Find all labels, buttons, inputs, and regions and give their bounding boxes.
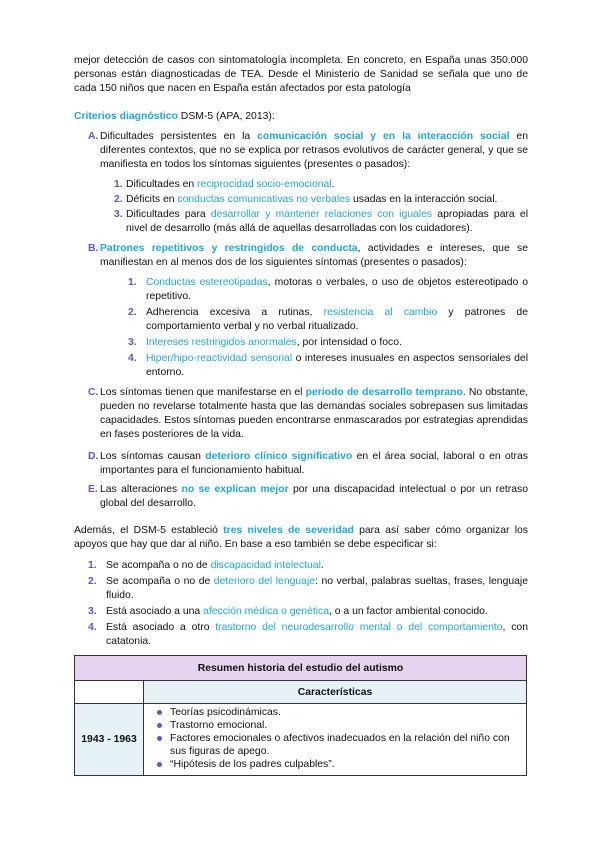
history-table-features	[144, 704, 527, 776]
list-item: Trastorno emocional.	[170, 719, 526, 732]
table-row	[75, 704, 527, 776]
list-item: 3. Intereses restringidos anormales, por intensidad o foco.	[128, 337, 402, 348]
criterion-b: B. Patrones repetitivos y restringidos de conducta, actividades e intereses, que se manifiestan en al menos dos de los siguientes síntomas (presentes o pasados):	[88, 243, 528, 268]
list-item: Teorías psicodinámicas.	[170, 706, 526, 719]
criteria-title: Criterios diagnóstico	[74, 111, 178, 122]
severity-highlight: tres niveles de severidad	[223, 525, 354, 536]
intro-paragraph: mejor detección de casos con sintomatología incompleta. En concreto, en España unas 350.000 personas están diagnosticadas de TEA. Desde el Ministerio de Sanidad se señala que uno de cada 150 niños que nacen en España están afectados por esta patología	[74, 55, 528, 94]
list-item: 4. Está asociado a otro trastorno del neurodesarrollo mental o del comportamiento, con catatonia.	[88, 622, 528, 647]
criterion-e-highlight: no se explican mejor	[181, 484, 289, 495]
history-table-col-header: Características	[144, 681, 527, 704]
criterion-a: A. Dificultades persistentes en la comunicación social y en la interacción social en diferentes contextos, que no se explica por retrasos evolutivos de carácter general, y que se manifiesta en todos los síntomas siguientes (presentes o pasados):	[88, 131, 528, 170]
criterion-e: E. Las alteraciones no se explican mejor por una discapacidad intelectual o por un retraso global del desarrollo.	[88, 484, 528, 509]
list-item: “Hipótesis de los padres culpables”.	[170, 758, 526, 771]
criterion-d-marker: D.	[88, 451, 99, 462]
criterion-c-highlight: periodo de desarrollo temprano	[305, 387, 463, 398]
severity-list	[88, 559, 528, 649]
list-item: 2. Se acompaña o no de deterioro del lenguaje: no verbal, palabras sueltas, frases, lenguaje fluido.	[88, 576, 528, 601]
list-item: 4. Hiper/hipo-reactividad sensorial o intereses inusuales en aspectos sensoriales del entorno.	[128, 353, 528, 378]
list-item: 2. Adherencia excesiva a rutinas, resistencia al cambio y patrones de comportamiento verbal y no verbal ritualizado.	[128, 307, 528, 332]
criterion-b-marker: B.	[88, 243, 99, 254]
criterion-a-highlight: comunicación social y en la interacción social	[257, 131, 510, 142]
list-item: 2. Déficits en conductas comunicativas no verbales usadas en la interacción social.	[114, 194, 498, 205]
list-item: 1. Dificultades en reciprocidad socio-emocional.	[114, 179, 335, 190]
list-item: 1. Se acompaña o no de discapacidad intelectual.	[88, 560, 324, 571]
history-table	[74, 655, 527, 776]
criterion-d-highlight: deterioro clínico significativo	[205, 451, 353, 462]
criterion-e-marker: E.	[88, 484, 98, 495]
list-item: 3. Está asociado a una afección médica o genética, o a un factor ambiental conocido.	[88, 606, 488, 617]
history-table-title: Resumen historia del estudio del autismo	[75, 656, 527, 681]
criterion-b-highlight: Patrones repetitivos y restringidos de conducta	[100, 243, 358, 254]
criteria-heading	[74, 110, 528, 124]
criterion-d: D. Los síntomas causan deterioro clínico significativo en el área social, laboral o en otras importantes para el funcionamiento habitual.	[88, 451, 528, 476]
criterion-c: C. Los síntomas tienen que manifestarse en el periodo de desarrollo temprano. No obstante, pueden no revelarse totalmente hasta que las demandas sociales sobrepasen sus limitadas capacidades. Estos síntomas pueden encontrarse enmascarados por estrategias aprendidas en fases posteriores de la vida.	[88, 387, 528, 440]
history-table-years: 1943 - 1963	[75, 704, 144, 776]
severity-paragraph: Además, el DSM-5 estableció tres niveles de severidad para así saber cómo organizar los apoyos que hay que dar al niño. En base a eso también se debe especificar si:	[74, 525, 528, 550]
list-item: Factores emocionales o afectivos inadecuados en la relación del niño con sus figuras de apego.	[170, 732, 526, 758]
list-item: 1. Conductas estereotipadas, motoras o verbales, o uso de objetos estereotipado o repetitivo.	[128, 277, 529, 302]
criterion-b-list	[128, 276, 528, 380]
criterion-c-marker: C.	[88, 387, 99, 398]
list-item: 3. Dificultades para desarrollar y mantener relaciones con iguales apropiadas para el nivel de desarrollo (más allá de aquellas desarrolladas con los cuidadores).	[114, 209, 528, 234]
history-table-corner	[75, 681, 144, 704]
criterion-a-list	[114, 178, 528, 236]
criteria-source: DSM-5 (APA, 2013):	[177, 111, 275, 122]
criterion-a-marker: A.	[88, 131, 99, 142]
